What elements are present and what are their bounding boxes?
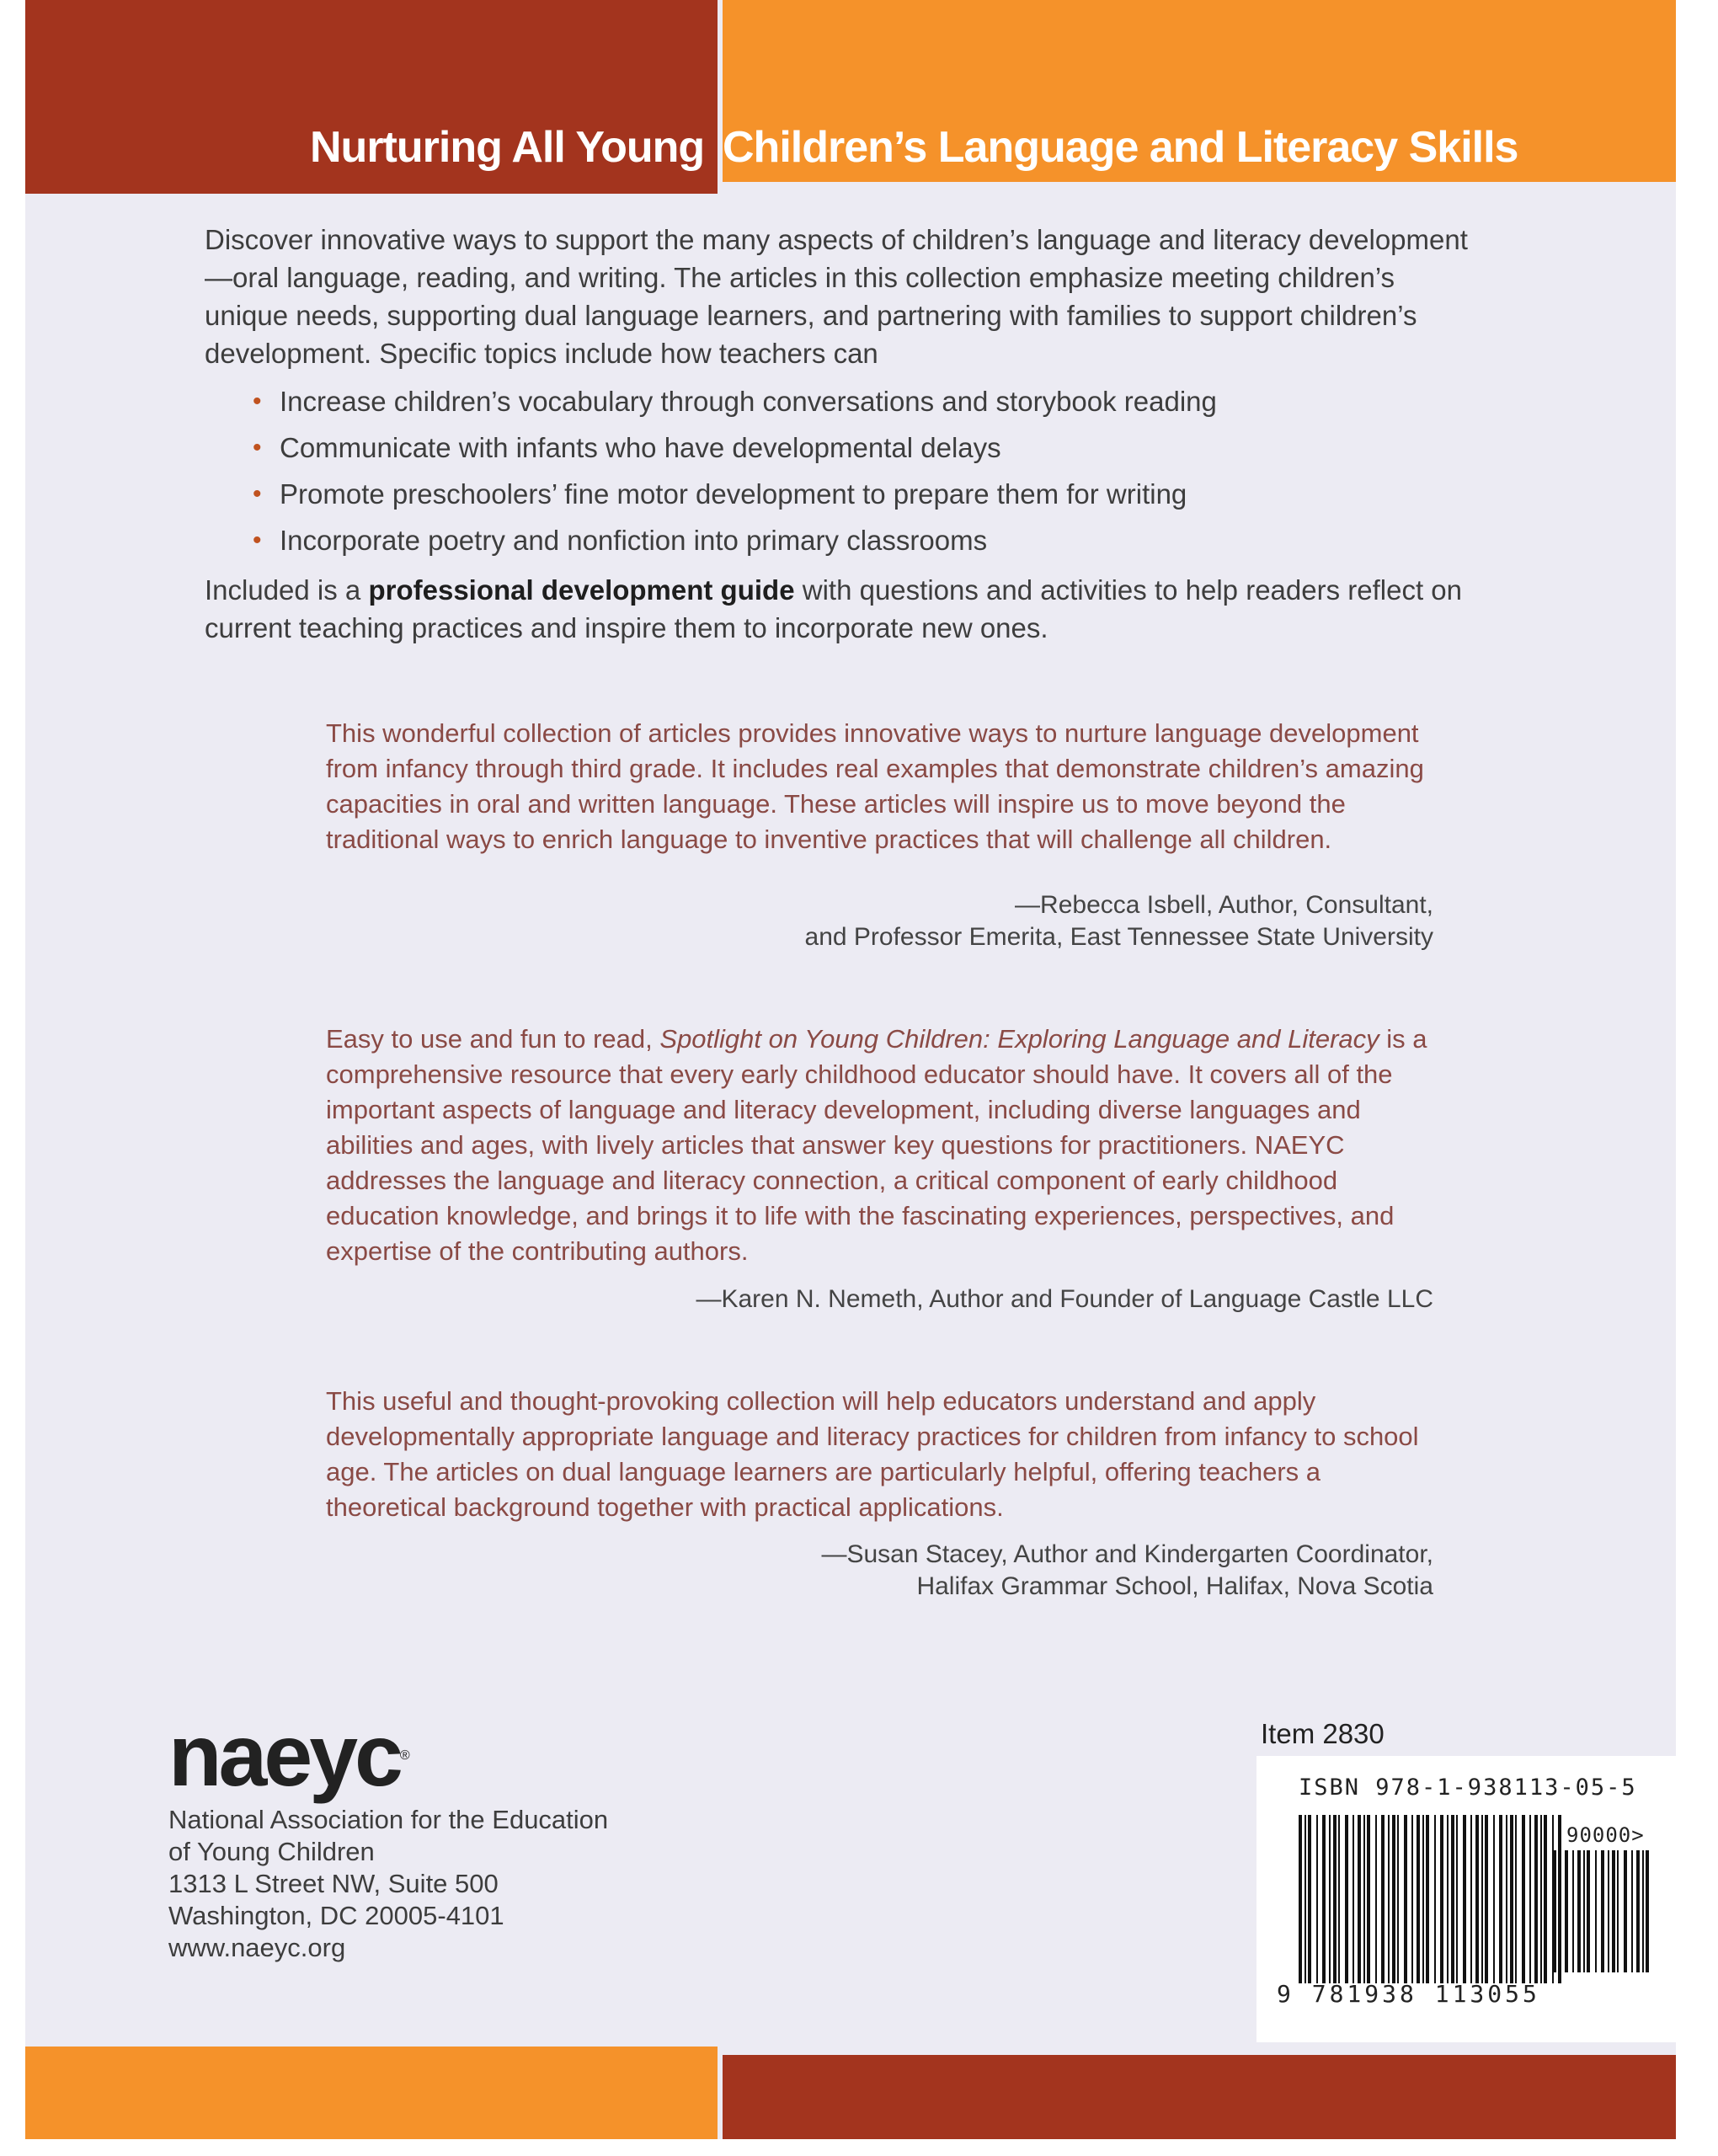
attribution-line: Halifax Grammar School, Halifax, Nova Scotia	[916, 1572, 1433, 1600]
barcode-bar	[1451, 1815, 1454, 1983]
bullet-icon: •	[253, 480, 262, 508]
barcode-bar	[1577, 1850, 1581, 1972]
barcode-bar	[1375, 1815, 1377, 1983]
barcode-bar	[1353, 1815, 1354, 1983]
barcode-bar	[1510, 1815, 1513, 1983]
barcode-bar	[1381, 1815, 1385, 1983]
bottom-band-rust	[723, 2055, 1676, 2139]
included-paragraph	[205, 571, 1485, 647]
attribution-line: —Susan Stacey, Author and Kindergarten Coordinator,	[821, 1540, 1433, 1568]
barcode-bar	[1397, 1815, 1399, 1983]
barcode-bar	[1601, 1850, 1604, 1972]
barcode-bar	[1426, 1815, 1429, 1983]
testimonial-quote-2	[326, 1022, 1438, 1269]
attribution-line: —Rebecca Isbell, Author, Consultant,	[1015, 891, 1433, 919]
testimonial-quote-1: This wonderful collection of articles provides innovative ways to nurture language development from infancy through third grade. It includes real examples that demonstrate children’s amazing capacities in oral and written language. These articles will inspire us to move beyond the traditional ways to enrich language to inventive practices that will challenge all children.	[326, 718, 1424, 854]
attribution-line: —Karen N. Nemeth, Author and Founder of Language Castle LLC	[696, 1285, 1433, 1313]
barcode-bar	[1624, 1850, 1627, 1972]
barcode-bar	[1485, 1815, 1488, 1983]
barcode-bar	[1470, 1815, 1472, 1983]
item-number: Item 2830	[1261, 1718, 1385, 1749]
isbn-barcode	[1256, 1756, 1676, 2042]
barcode-bar	[1481, 1815, 1483, 1983]
barcode-bar	[1493, 1815, 1495, 1983]
barcode-bar	[1565, 1850, 1568, 1972]
address-line: of Young Children	[168, 1837, 375, 1866]
testimonial-attribution-1	[339, 889, 1433, 953]
bullet-icon: •	[253, 526, 262, 554]
cover-title-part-2: Children’s Language and Literacy Skills	[723, 123, 1518, 172]
barcode-bar	[1529, 1815, 1531, 1983]
barcode-bar	[1612, 1850, 1615, 1972]
barcode-bar	[1646, 1850, 1649, 1972]
barcode-bar	[1388, 1815, 1390, 1983]
barcode-bar	[1329, 1815, 1331, 1983]
barcode-bar	[1440, 1815, 1443, 1983]
ean-digits: 9 781938 113055	[1277, 1980, 1540, 2008]
barcode-bar	[1540, 1815, 1542, 1983]
barcode-bar	[1434, 1815, 1436, 1983]
address-line: Washington, DC 20005-4101	[168, 1901, 504, 1930]
barcode-bar	[1422, 1815, 1424, 1983]
included-text-before: Included is a	[205, 574, 361, 606]
barcode-bar	[1463, 1815, 1466, 1983]
price-code: 90000>	[1566, 1823, 1645, 1847]
barcode-bar	[1308, 1815, 1311, 1983]
list-item-text: Incorporate poetry and nonfiction into primary classrooms	[280, 525, 988, 556]
publisher-address	[168, 1804, 608, 1964]
cover-title-part-1: Nurturing All Young	[310, 123, 705, 172]
barcode-bar	[1447, 1815, 1449, 1983]
barcode-bar	[1305, 1815, 1306, 1983]
barcode-bar	[1499, 1815, 1502, 1983]
barcode-bar	[1363, 1815, 1365, 1983]
barcode-bar	[1553, 1850, 1556, 1972]
quote-text-after: is a comprehensive resource that every early childhood educator should have. It covers all of the important aspects of language and literacy development, including diverse languages and abilities and ages, with lively articles that answer key questions for practitioners. NAEYC addresses the language and literacy connection, a critical component of early childhood education knowledge, and brings it to life with the fascinating experiences, perspectives, and expertise of the contributing authors.	[326, 1024, 1427, 1266]
barcode-bar	[1322, 1815, 1326, 1983]
testimonial-attribution-3	[339, 1539, 1433, 1603]
logo-text: naeyc	[168, 1707, 400, 1805]
address-line: National Association for the Education	[168, 1805, 609, 1834]
list-item-text: Communicate with infants who have developmental delays	[280, 432, 1001, 463]
barcode-bar	[1522, 1815, 1525, 1983]
list-item-text: Increase children’s vocabulary through conversations and storybook reading	[280, 386, 1217, 417]
list-item	[253, 427, 1499, 473]
quote-text-before: Easy to use and fun to read,	[326, 1024, 653, 1054]
barcode-bar	[1515, 1815, 1517, 1983]
topic-list	[253, 381, 1499, 566]
list-item	[253, 473, 1499, 520]
included-text-after: with questions and activities to help readers reflect on current teaching practices and inspire them to incorporate new ones.	[205, 574, 1463, 643]
included-text-bold: professional development guide	[368, 574, 795, 606]
barcode-bar	[1595, 1850, 1597, 1972]
barcode-bar	[1345, 1815, 1348, 1983]
isbn-text: ISBN 978-1-938113-05-5	[1299, 1774, 1637, 1801]
barcode-bar	[1456, 1815, 1458, 1983]
barcode-bar	[1367, 1815, 1370, 1983]
barcode-bar	[1631, 1850, 1633, 1972]
barcode-bar	[1411, 1815, 1413, 1983]
quote-book-title: Spotlight on Young Children: Exploring Language and Literacy	[659, 1024, 1379, 1054]
barcode-bar	[1534, 1815, 1538, 1983]
list-item	[253, 520, 1499, 566]
barcode-bar	[1417, 1815, 1420, 1983]
attribution-line: and Professor Emerita, East Tennessee State University	[804, 923, 1433, 951]
barcode-bar	[1358, 1815, 1361, 1983]
address-line: 1313 L Street NW, Suite 500	[168, 1869, 499, 1898]
barcode-bar	[1475, 1815, 1479, 1983]
barcode-bar	[1636, 1850, 1640, 1972]
testimonial-attribution-2	[339, 1283, 1433, 1315]
barcode-bar	[1583, 1850, 1585, 1972]
list-item	[253, 381, 1499, 427]
barcode-bar	[1316, 1815, 1318, 1983]
intro-paragraph: Discover innovative ways to support the many aspects of children’s language and literacy development—oral language, reading, and writing. The articles in this collection emphasize meeting children’s unique needs, supporting dual language learners, and partnering with families to support children’s development. Specific topics include how teachers can	[205, 224, 1468, 369]
bottom-band-orange	[25, 2047, 718, 2139]
bullet-icon: •	[253, 434, 262, 462]
barcode-bar	[1404, 1815, 1407, 1983]
list-item-text: Promote preschoolers’ fine motor development to prepare them for writing	[280, 478, 1187, 510]
barcode-bar	[1544, 1815, 1547, 1983]
registered-mark: ®	[399, 1748, 410, 1763]
barcode-bar	[1338, 1815, 1340, 1983]
barcode-bar	[1392, 1815, 1395, 1983]
barcode-bar	[1506, 1815, 1507, 1983]
barcode-bar	[1333, 1815, 1337, 1983]
publisher-website: www.naeyc.org	[168, 1933, 346, 1962]
naeyc-logo	[168, 1707, 410, 1805]
barcode-bar	[1608, 1850, 1609, 1972]
barcode-bar	[1558, 1850, 1560, 1972]
barcode-bar	[1572, 1850, 1574, 1972]
bullet-icon: •	[253, 387, 262, 415]
barcode-bar	[1299, 1815, 1302, 1983]
barcode-bar	[1642, 1850, 1644, 1972]
testimonial-quote-3: This useful and thought-provoking collection will help educators understand and apply developmentally appropriate language and literacy practices for children from infancy to school age. The articles on dual language learners are particularly helpful, offering teachers a theoretical background together with practical applications.	[326, 1386, 1419, 1522]
barcode-bar	[1617, 1850, 1619, 1972]
barcode-bar	[1587, 1850, 1590, 1972]
